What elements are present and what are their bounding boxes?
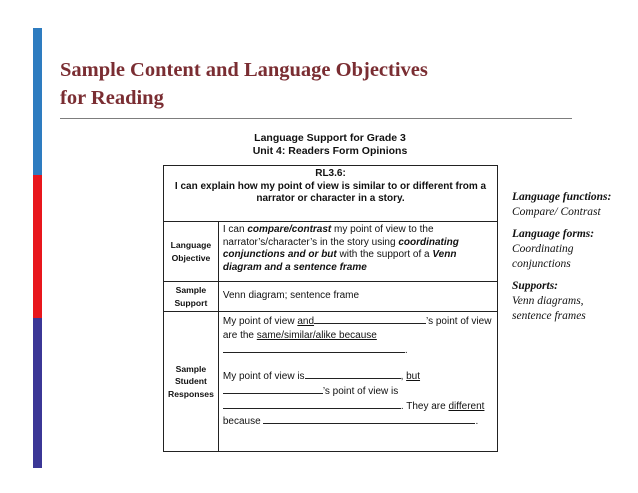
accent-bar-blue [33,28,42,175]
support-label [164,282,219,312]
supports-value: Venn diagrams, sentence frames [512,295,586,322]
slide-title-line1: Sample Content and Language Objectives [60,59,428,81]
supports-heading: Supports: [512,280,559,292]
objective-text [218,222,497,282]
blank-line [223,384,323,394]
accent-bar-red [33,175,42,318]
document-heading-line2: Unit 4: Readers Form Opinions [252,145,408,157]
functions-heading: Language functions: [512,191,612,203]
blank-line [263,414,475,424]
objective-t3: my point of view to the narrator’s/character’s in the story using [222,224,434,248]
objective-t5: with the support of a [336,249,433,260]
objectives-sidebar [512,190,612,331]
objective-t2: compare/contrast [247,224,332,235]
support-label-line1: Sample [175,285,207,295]
slide-title-line2: for Reading [60,87,164,109]
forms-value: Coordinating conjunctions [512,243,574,270]
responses-label-line2: Student [174,376,207,387]
support-label-line2: Support [174,297,208,308]
slide-title [60,56,560,112]
blank-line [223,343,405,353]
responses-label [164,312,219,452]
responses-label-line1: Sample [175,363,207,374]
forms-heading: Language forms: [512,228,595,240]
document-heading-line1: Language Support for Grade 3 [254,132,406,144]
responses-label-line3: Responses [168,388,214,399]
objective-label [164,222,219,282]
standard-cell [164,166,498,222]
response-frame-1: My point of view and ’s point of view are the same/similar/alike because . [222,316,492,356]
language-support-table [163,165,498,452]
functions-value: Compare/ Contrast [512,206,601,218]
support-text: Venn diagram; sentence frame [218,282,497,312]
objective-label-line1: Language [170,240,212,250]
objective-t1: I can [222,224,248,235]
document-heading [160,132,500,158]
blank-line [223,399,401,409]
standard-code: RL3.6: [315,168,346,179]
blank-line [314,314,426,324]
objective-t6: Venn diagram and a sentence frame [222,249,457,273]
accent-bar-purple [33,318,42,468]
standard-text: I can explain how my point of view is similar to or different from a narrator or character in a story. [174,180,487,204]
objective-t4: coordinating conjunctions and or but [222,236,459,260]
responses-text [218,312,497,452]
title-divider [60,118,572,119]
response-frame-2: My point of view is , but ’s point of view is . They are different because . [222,371,485,427]
objective-label-line2: Objective [171,252,211,263]
blank-line [305,369,401,379]
